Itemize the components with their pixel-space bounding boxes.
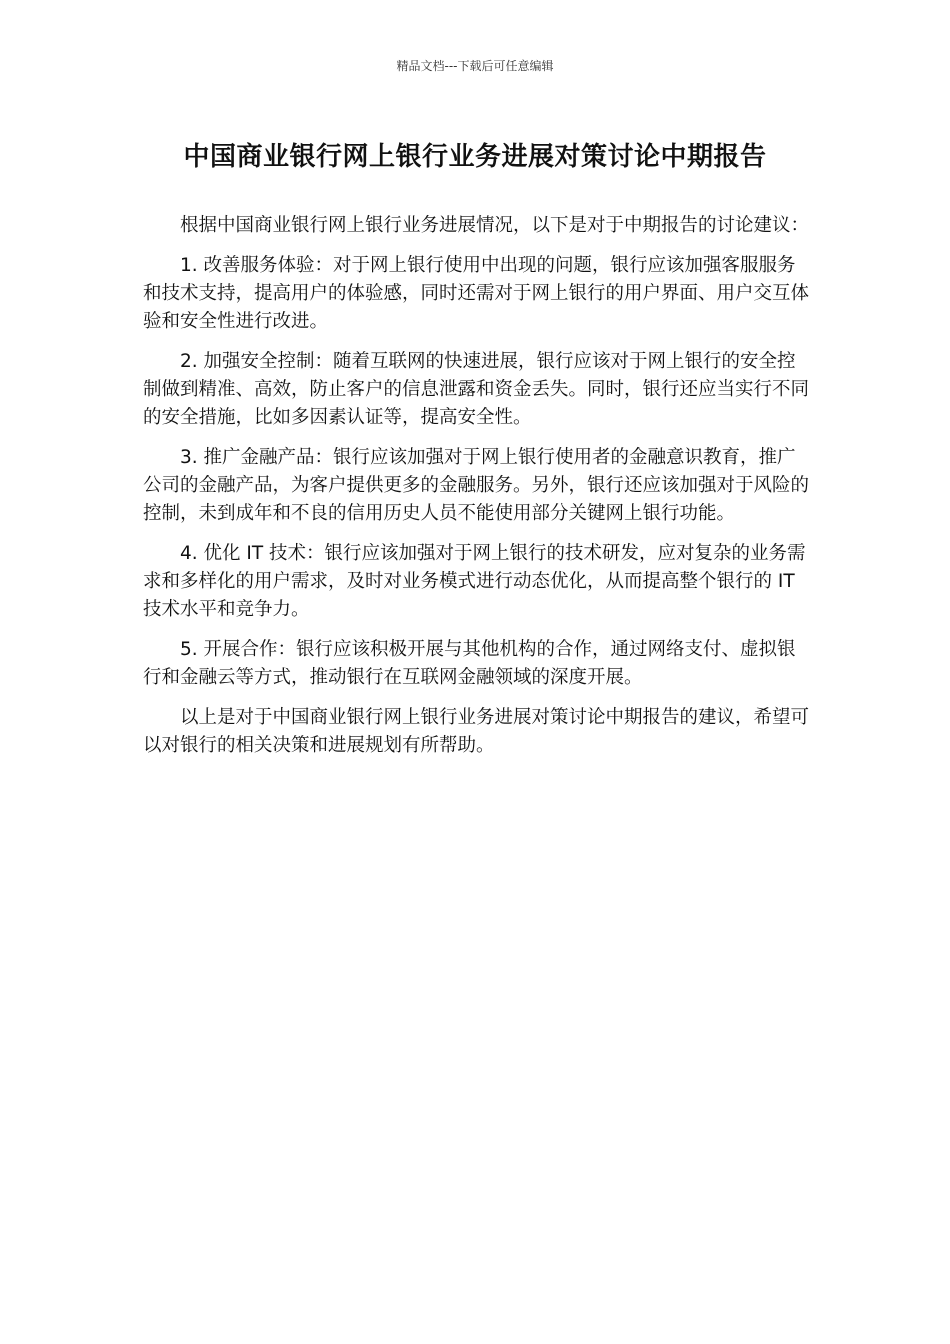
paragraph-item-5: 5. 开展合作：银行应该积极开展与其他机构的合作，通过网络支付、虚拟银行和金融云等方式，推动银行在互联网金融领域的深度开展。 <box>143 639 796 688</box>
paragraph-item-2: 2. 加强安全控制：随着互联网的快速进展，银行应该对于网上银行的安全控制做到精准、高效，防止客户的信息泄露和资金丢失。同时，银行还应当实行不同的安全措施，比如多因素认证等，提高安全性。 <box>143 351 810 428</box>
paragraph-intro: 根据中国商业银行网上银行业务进展情况，以下是对于中期报告的讨论建议： <box>180 215 810 236</box>
document-title: 中国商业银行网上银行业务进展对策讨论中期报告 <box>183 142 767 172</box>
paragraph-item-4: 4. 优化 IT 技术：银行应该加强对于网上银行的技术研发，应对复杂的业务需求和多样化的用户需求，及时对业务模式进行动态优化，从而提高整个银行的 IT 技术水平和竞争力。 <box>143 543 806 620</box>
header-note: 精品文档---下载后可任意编辑 <box>396 59 554 73</box>
paragraph-item-1: 1. 改善服务体验：对于网上银行使用中出现的问题，银行应该加强客服服务和技术支持，提高用户的体验感，同时还需对于网上银行的用户界面、用户交互体验和安全性进行改进。 <box>143 255 810 332</box>
paragraph-item-3: 3. 推广金融产品：银行应该加强对于网上银行使用者的金融意识教育，推广公司的金融产品，为客户提供更多的金融服务。另外，银行还应该加强对于风险的控制，未到成年和不良的信用历史人员不能使用部分关键网上银行功能。 <box>143 447 810 524</box>
document-body <box>143 212 809 772</box>
paragraph-conclusion: 以上是对于中国商业银行网上银行业务进展对策讨论中期报告的建议，希望可以对银行的相关决策和进展规划有所帮助。 <box>143 707 810 756</box>
